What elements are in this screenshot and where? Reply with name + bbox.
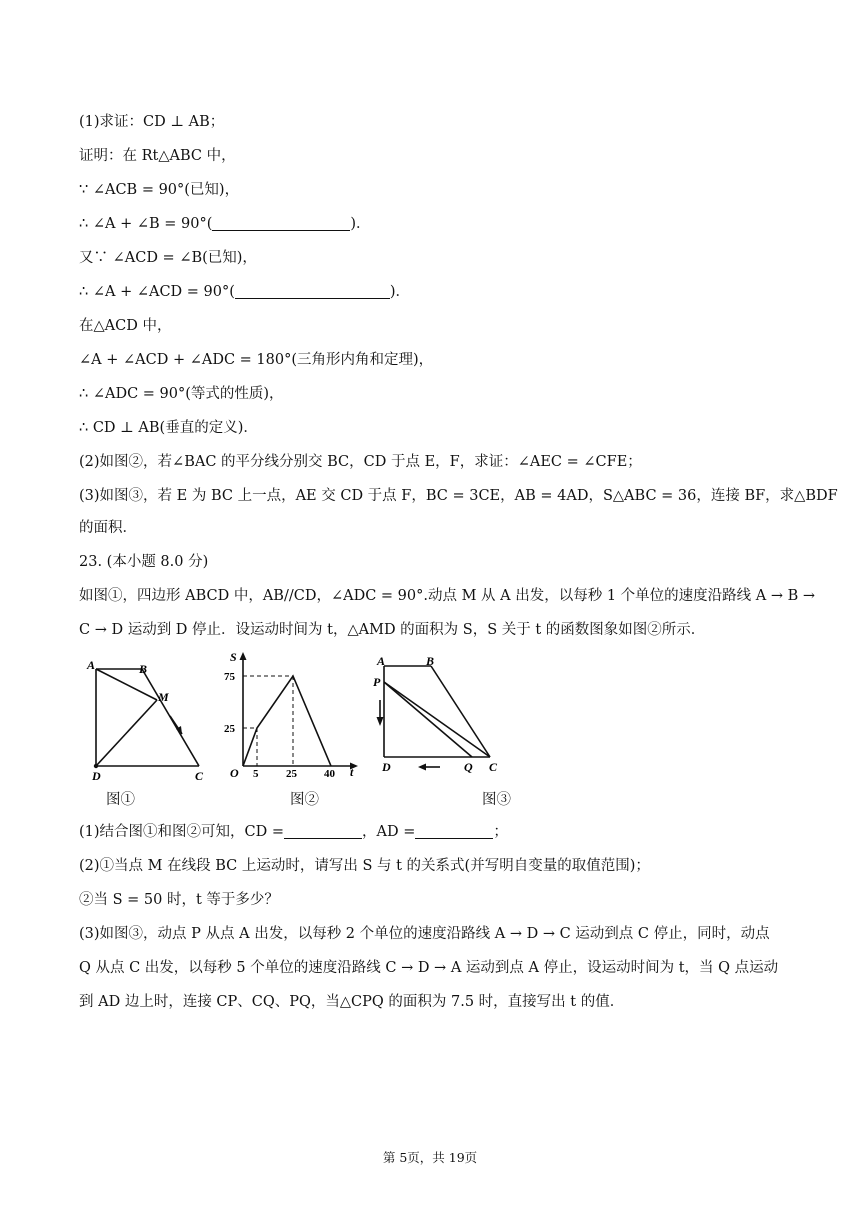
question-text: ，AD = (362, 824, 416, 840)
question-23-part1 (79, 822, 790, 842)
proof-line: 在△ACD 中， (79, 318, 172, 334)
label-A: A (87, 658, 96, 672)
question-text: (1)结合图①和图②可知，CD = (79, 824, 285, 840)
answer-blank[interactable] (212, 216, 350, 231)
proof-line-with-blank (79, 282, 790, 302)
label-P: P (373, 675, 381, 689)
proof-text: ∴ ∠A + ∠ACD = 90°( (79, 284, 235, 300)
proof-line: ∵ ∠ACB = 90°(已知)， (79, 182, 240, 198)
label-B: B (426, 654, 435, 668)
label-Q: Q (464, 760, 473, 774)
axis-label-t: t (350, 765, 354, 779)
y-tick-75: 75 (224, 671, 235, 683)
question-23-heading: 23. (本小题 8.0 分) (79, 554, 209, 570)
question-23-part2-sub: ②当 S = 50 时，t 等于多少？ (79, 892, 279, 908)
answer-blank-ad[interactable] (415, 824, 493, 839)
label-C: C (195, 769, 204, 783)
figure-1-caption: 图① (106, 792, 135, 808)
question-part3: (3)如图③，若 E 为 BC 上一点，AE 交 CD 于点 F，BC = 3CE，AB = 4AD，S△ABC = 36，连接 BF，求△BDF (79, 488, 838, 504)
label-A: A (377, 654, 386, 668)
proof-line-with-blank (79, 214, 790, 234)
answer-blank-cd[interactable] (284, 824, 362, 839)
figure-1-quadrilateral (82, 656, 217, 784)
answer-blank[interactable] (235, 284, 390, 299)
proof-line: ∴ CD ⊥ AB(垂直的定义)． (79, 420, 258, 436)
origin-label-O: O (230, 766, 239, 780)
proof-line: 证明：在 Rt△ABC 中， (79, 148, 236, 164)
proof-line: ∴ ∠ADC = 90°(等式的性质)， (79, 386, 284, 402)
figure-3-quadrilateral (372, 654, 507, 779)
proof-text: )． (350, 216, 371, 232)
question-23-part3: (3)如图③，动点 P 从点 A 出发，以每秒 2 个单位的速度沿路线 A → D → C 运动到点 C 停止，同时，动点 (79, 926, 770, 942)
x-tick-40: 40 (324, 768, 335, 780)
y-tick-25: 25 (224, 723, 235, 735)
question-23-part3-cont: Q 从点 C 出发，以每秒 5 个单位的速度沿路线 C → D → A 运动到点 A 停止，设运动时间为 t，当 Q 点运动 (79, 960, 779, 976)
question-part3-cont: 的面积． (79, 520, 137, 536)
proof-text: ∴ ∠A + ∠B = 90°( (79, 216, 213, 232)
label-D: D (382, 760, 391, 774)
label-C: C (489, 760, 498, 774)
label-D: D (92, 769, 101, 783)
proof-line: ∠A + ∠ACD + ∠ADC = 180°(三角形内角和定理)， (79, 352, 434, 368)
page-footer: 第 5页，共 19页 (382, 1150, 478, 1165)
axis-label-S: S (230, 650, 237, 664)
question-23-stem: 如图①，四边形 ABCD 中，AB//CD，∠ADC = 90°.动点 M 从 A 出发，以每秒 1 个单位的速度沿路线 A → B → (79, 588, 816, 604)
question-23-part2: (2)①当点 M 在线段 BC 上运动时，请写出 S 与 t 的关系式(并写明自变量的取值范围)； (79, 858, 650, 874)
figure-2-caption: 图② (290, 792, 319, 808)
proof-line: 又∵ ∠ACD = ∠B(已知)， (79, 250, 257, 266)
question-text: ； (493, 824, 508, 840)
x-tick-5: 5 (253, 768, 259, 780)
figure-3-caption: 图③ (482, 792, 511, 808)
question-part2: (2)如图②，若∠BAC 的平分线分别交 BC，CD 于点 E，F，求证：∠AEC = ∠CFE； (79, 454, 642, 470)
proof-text: )． (389, 284, 411, 300)
label-B: B (139, 662, 148, 676)
proof-part1-heading: (1)求证：CD ⊥ AB； (79, 114, 225, 130)
question-23-part3-cont: 到 AD 边上时，连接 CP、CQ、PQ，当△CPQ 的面积为 7.5 时，直接写出 t 的值． (79, 994, 625, 1010)
x-tick-25: 25 (286, 768, 297, 780)
figure-2-graph (222, 648, 362, 780)
question-23-stem-cont: C → D 运动到 D 停止．设运动时间为 t，△AMD 的面积为 S，S 关于 t 的函数图象如图②所示． (79, 622, 706, 638)
label-M: M (158, 690, 169, 704)
